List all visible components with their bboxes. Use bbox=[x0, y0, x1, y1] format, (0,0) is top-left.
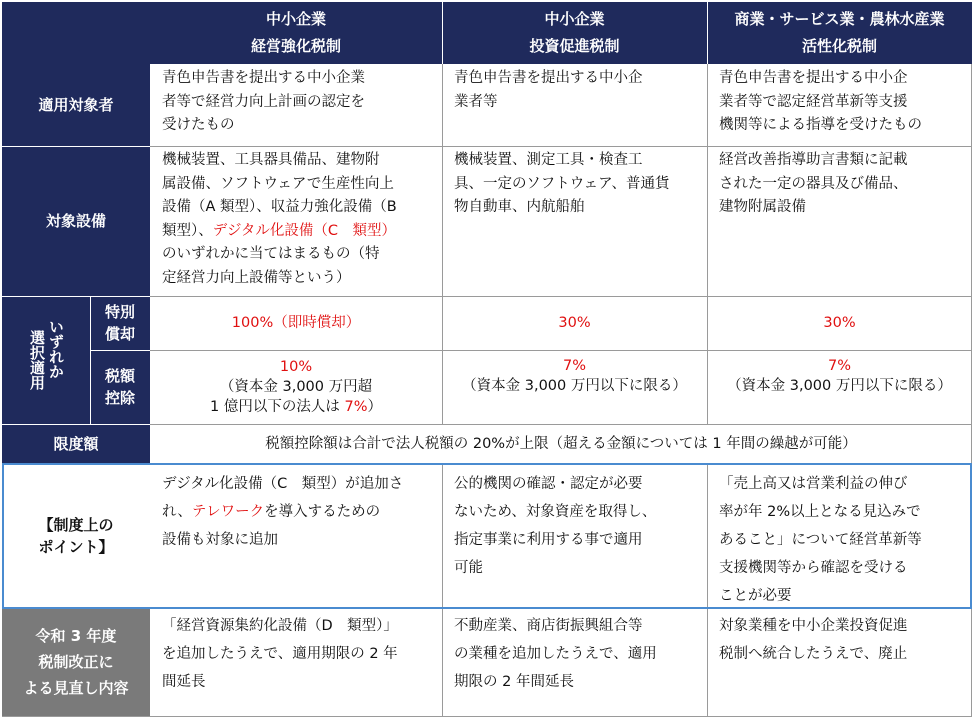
row-label-revision bbox=[2, 608, 150, 716]
grid-line bbox=[150, 350, 972, 351]
points-col1 bbox=[150, 464, 442, 608]
revision-label-3: よる見直し内容 bbox=[23, 679, 129, 697]
grid-line bbox=[707, 64, 708, 424]
header-col1-line2: 経営強化税制 bbox=[250, 37, 341, 55]
equipment-col3: 経営改善指導助言書類に記載 された一定の器具及び備品、 建物附属設備 bbox=[707, 146, 972, 296]
grid-line bbox=[150, 424, 972, 425]
grid-line bbox=[442, 64, 443, 424]
credit-col1-rate: 10% bbox=[279, 359, 313, 375]
header-divider bbox=[90, 296, 91, 424]
depreciation-label-1: 特別 bbox=[104, 303, 135, 321]
header-divider bbox=[707, 2, 708, 64]
header-col3-line1: 商業・サービス業・農林水産業 bbox=[734, 10, 945, 28]
header-divider bbox=[442, 2, 443, 64]
header-col2-line2: 投資促進税制 bbox=[529, 37, 620, 55]
points-col1-text-b: を導入するための 設備も対象に追加 bbox=[162, 504, 381, 548]
depreciation-label-2: 償却 bbox=[104, 325, 135, 343]
credit-col3 bbox=[707, 350, 972, 424]
equipment-col1-text-b: のいずれかに当てはまるもの（特 定経営力向上設備等という） bbox=[162, 246, 380, 286]
points-col2: 公的機関の確認・認定が必要 ないため、対象資産を取得し、 指定事業に利用する事で適用 可能 bbox=[442, 464, 707, 608]
credit-col2 bbox=[442, 350, 707, 424]
header-col3 bbox=[707, 2, 972, 64]
points-label-1: 【制度上の bbox=[38, 516, 114, 534]
credit-label bbox=[90, 350, 150, 424]
credit-col1-line3-a: 1 億円以下の法人は bbox=[210, 399, 345, 415]
credit-col1-line3-red: 7% bbox=[344, 399, 368, 415]
depreciation-col1: 100%（即時償却） bbox=[231, 315, 361, 331]
selection-label-a: 選択適用 bbox=[28, 330, 46, 390]
credit-col1-line3 bbox=[210, 397, 382, 417]
equipment-col1 bbox=[150, 146, 442, 296]
credit-col1-line3-b: ） bbox=[367, 399, 382, 415]
row-label-points bbox=[2, 464, 150, 608]
header-divider bbox=[2, 296, 150, 297]
points-col1-text-a: デジタル化設備（C 類型）が追加さ れ、 bbox=[162, 476, 404, 520]
target-col3: 青色申告書を提出する中小企 業者等で認定経営革新等支援 機関等による指導を受けたもの bbox=[707, 64, 972, 146]
grid-line bbox=[150, 296, 972, 297]
credit-col2-note: （資本金 3,000 万円以下に限る） bbox=[462, 378, 687, 394]
selection-group-label bbox=[2, 296, 90, 424]
revision-col1: 「経営資源集約化設備（D 類型）」 を追加したうえで、適用期限の 2 年 間延長 bbox=[150, 608, 442, 716]
grid-line bbox=[442, 464, 443, 716]
revision-label-1: 令和 3 年度 bbox=[35, 627, 117, 645]
header-col2 bbox=[442, 2, 707, 64]
points-col3: 「売上高又は営業利益の伸び 率が年 2%以上となる見込みで あること」について経営革新等 支援機関等から確認を受ける ことが必要 bbox=[707, 464, 972, 608]
revision-col3: 対象業種を中小企業投資促進 税制へ統合したうえで、廃止 bbox=[707, 608, 972, 716]
depreciation-label bbox=[90, 296, 150, 350]
grid-line bbox=[971, 64, 972, 716]
equipment-col2: 機械装置、測定工具・検査工 具、一定のソフトウェア、普通貨 物自動車、内航船舶 bbox=[442, 146, 707, 296]
credit-col1-line2: （資本金 3,000 万円超 bbox=[219, 379, 373, 395]
credit-col3-rate: 7% bbox=[827, 358, 851, 374]
equipment-col1-highlight: デジタル化設備（C 類型） bbox=[212, 222, 397, 239]
grid-line bbox=[707, 464, 708, 716]
depreciation-col2: 30% bbox=[558, 315, 591, 331]
depreciation-col3: 30% bbox=[823, 315, 856, 331]
points-col1-highlight: テレワーク bbox=[191, 504, 265, 520]
revision-col2: 不動産業、商店街振興組合等 の業種を追加したうえで、適用 期限の 2 年間延長 bbox=[442, 608, 707, 716]
header-divider bbox=[2, 424, 150, 425]
credit-label-2: 控除 bbox=[104, 389, 135, 407]
grid-line bbox=[150, 464, 972, 465]
credit-label-1: 税額 bbox=[104, 367, 135, 385]
credit-col3-note: （資本金 3,000 万円以下に限る） bbox=[727, 378, 952, 394]
row-label-equipment: 対象設備 bbox=[2, 146, 150, 296]
header-col1 bbox=[150, 2, 442, 64]
grid-line bbox=[150, 146, 972, 147]
points-label-2: ポイント】 bbox=[38, 538, 114, 556]
header-col1-line1: 中小企業 bbox=[265, 10, 326, 28]
grid-line bbox=[2, 716, 972, 717]
row-label-target: 適用対象者 bbox=[2, 64, 150, 146]
target-col2: 青色申告書を提出する中小企 業者等 bbox=[442, 64, 707, 146]
header-divider bbox=[90, 350, 150, 351]
equipment-col1-text-a: 機械装置、工具器具備品、建物附 属設備、ソフトウェアで生産性向上 設備（A 類型）、収益力強化設備（B 類型）、 bbox=[162, 152, 397, 239]
selection-label-b: いずれか bbox=[47, 319, 65, 379]
credit-col1 bbox=[150, 350, 442, 424]
row-label-limit: 限度額 bbox=[2, 424, 150, 464]
header-blank bbox=[2, 2, 150, 64]
header-col2-line1: 中小企業 bbox=[544, 10, 605, 28]
credit-col2-rate: 7% bbox=[562, 358, 586, 374]
revision-label-2: 税制改正に bbox=[38, 653, 114, 671]
target-col1: 青色申告書を提出する中小企業 者等で経営力向上計画の認定を 受けたもの bbox=[150, 64, 442, 146]
header-divider bbox=[2, 146, 150, 147]
limit-text: 税額控除額は合計で法人税額の 20%が上限（超える金額については 1 年間の繰越が可能） bbox=[265, 436, 857, 452]
header-col3-line2: 活性化税制 bbox=[801, 37, 877, 55]
